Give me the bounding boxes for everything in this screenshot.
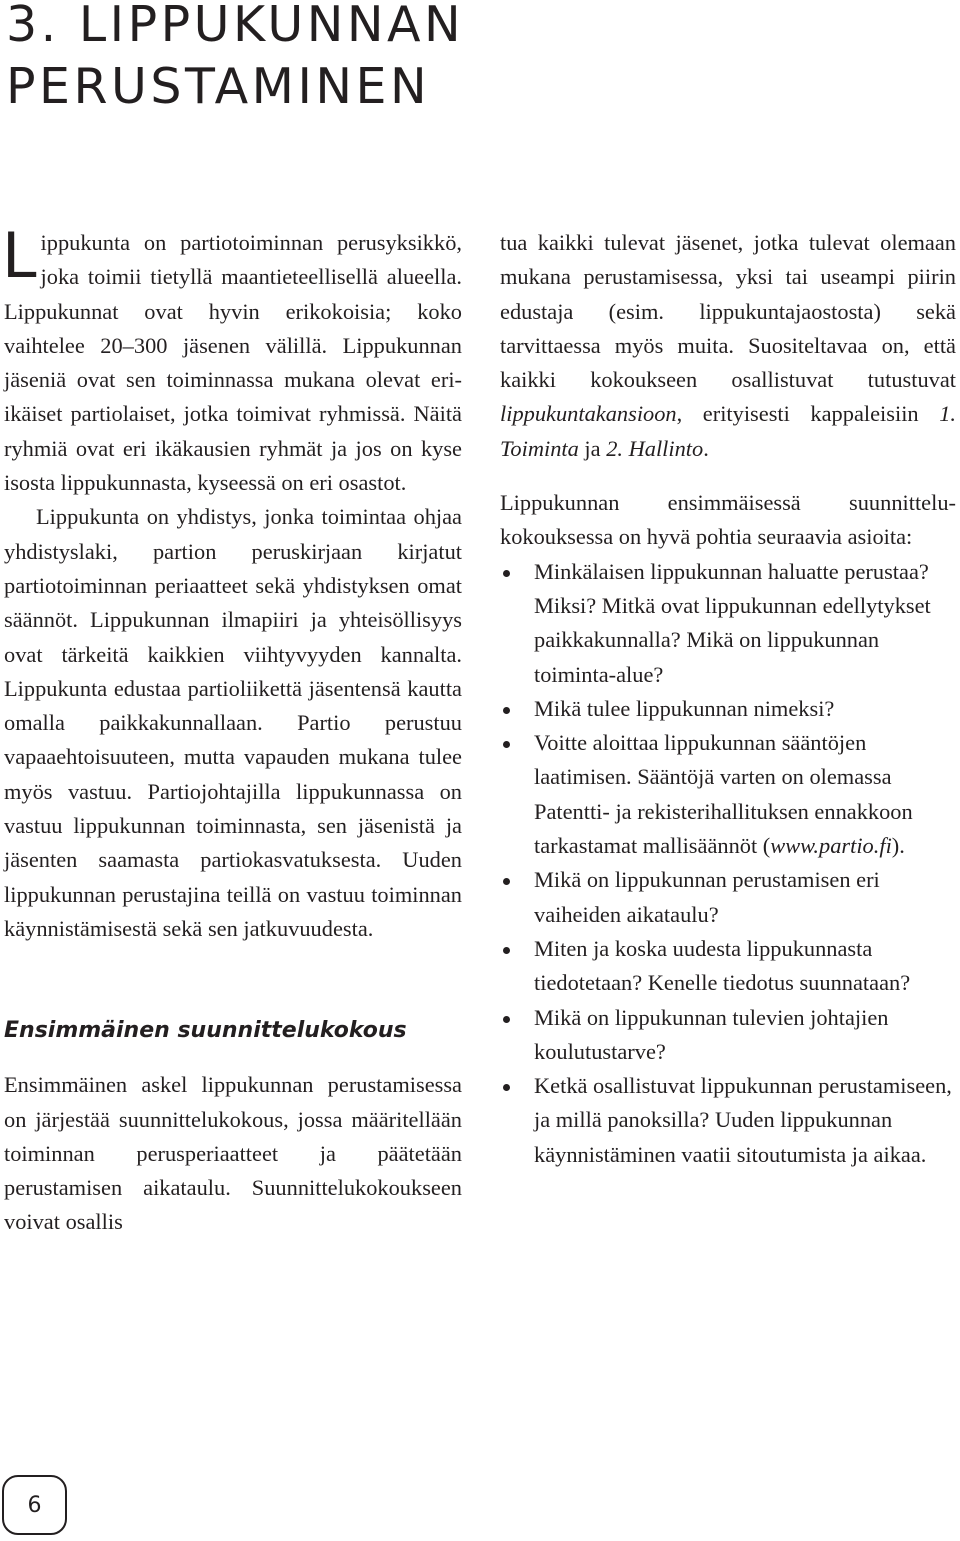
questions-intro: Lippukunnan ensimmäisessä suunnittelukokouksessa on hyvä pohtia seuraavia asioita: — [500, 490, 956, 550]
list-item-text: Miten ja koska uudesta lippukunnasta tiedotetaan? Kenelle tiedotus suunnataan? — [534, 935, 911, 996]
list-item — [500, 692, 956, 726]
bullet-icon — [503, 947, 510, 954]
chapter-reference-2: 2. Hallinto — [606, 435, 704, 461]
continued-text-3: ja — [578, 435, 607, 461]
right-column — [500, 226, 956, 1172]
intro-paragraph — [2, 219, 462, 500]
list-item-text: Mikä tulee lippukunnan nimeksi? — [534, 695, 835, 721]
continued-text-1: tua kaikki tulevat jäsenet, jotka tulevat olemaan mukana perustamisessa, yksi tai useampi piirin edustaja (esim. lippukuntajaostosta) sekä tarvittaessa myös muita. Suositeltavaa on, että kaikki kokoukseen osallistuvat tutustuvat — [500, 230, 956, 393]
bullet-icon — [503, 741, 510, 748]
binder-reference: lippukuntakansioon — [500, 401, 677, 427]
website-reference: www.partio.fi — [770, 833, 892, 859]
bullet-icon — [503, 878, 510, 885]
continued-paragraph — [500, 226, 956, 466]
list-item-text: Mikä on lippukunnan tulevien johtajien koulutustarve? — [534, 1004, 889, 1064]
section-subheading: Ensimmäinen suunnittelukokous — [4, 1018, 407, 1044]
chapter-reference-1: 1. Toiminta — [500, 401, 956, 461]
list-item — [500, 1001, 956, 1070]
bullet-icon — [503, 1016, 510, 1023]
list-item — [500, 932, 956, 1001]
list-item-text: Mikä on lippukunnan perustamisen eri vaiheiden aikataulu? — [534, 867, 880, 927]
list-item — [500, 726, 956, 863]
continued-text-4: . — [703, 435, 709, 461]
subheading-spacer — [4, 1048, 462, 1068]
section-spacer — [4, 946, 462, 980]
body-paragraph-3: Ensimmäinen askel lippukunnan perustamisessa on järjestää suunnittelukokous, jossa määritellään toiminnan perusperiaatteet ja päätetään perustamisen aikataulu. Suunnittelukokoukseen voivat osallis — [4, 1072, 462, 1235]
section-spacer — [4, 980, 462, 1014]
question-list — [500, 555, 956, 1172]
list-item-text: Minkälaisen lippukunnan haluatte perustaa? Miksi? Mitkä ovat lippukunnan edellytykset paikkakunnalla? Mikä on lippukunnan toiminta-alue? — [534, 558, 931, 687]
page-number-badge — [2, 1475, 67, 1535]
list-item — [500, 555, 956, 692]
bullet-icon — [503, 1084, 510, 1091]
drop-cap: L — [2, 219, 37, 292]
chapter-title — [6, 0, 464, 118]
bullet-icon — [503, 707, 510, 714]
list-item-text: Ketkä osallistuvat lippukunnan perustamiseen, ja millä panoksilla? Uuden lippukunnan käynnistäminen vaatii sitoutumista ja aikaa. — [534, 1073, 952, 1167]
list-item-text-end: ). — [891, 833, 905, 859]
page-number: 6 — [27, 1492, 42, 1518]
chapter-title-line-1: 3. LIPPUKUNNAN — [6, 0, 465, 53]
paragraph-spacer — [500, 466, 956, 486]
list-item-text: Voitte aloittaa lippukunnan sääntöjen laatimisen. Sääntöjä varten on olemassa Patentti- ja rekisterihallituksen ennakkoon tarkastamat mallisäännöt ( — [534, 730, 913, 859]
continued-text-2: , erityisesti kappaleisiin — [676, 401, 940, 427]
list-item — [500, 863, 956, 932]
chapter-title-line-2: PERUSTAMINEN — [6, 58, 431, 115]
body-paragraph-2: Lippukunta on yhdistys, jonka toimintaa ohjaa yhdistyslaki, partion peruskirjaan kirjatut partiotoiminnan periaatteet sekä yhdistyksen omat säännöt. Lippukunnan ilmapiiri ja yhteisöllisyys ovat tärkeitä kaikkien viihtyvyyden kannalta. Lippukunta edustaa partioliikettä jäsentensä kautta omalla paikkakunnallaan. Partio perustuu vapaaehtoisuuteen, mutta vapauden mukana tulee myös vastuu. Partiojohtajilla lippukunnassa on vastuu lippukunnan toiminnasta, sen jäsenistä ja jäsenten saamasta partiokasvatuksesta. Uuden lippukunnan perustajina teillä on vastuu toiminnan käynnistämisestä sekä sen jatkuvuudesta. — [4, 504, 462, 941]
intro-text: ippukunta on partiotoiminnan perusyksikkö, joka toimii tietyllä maantieteellisellä alueella. Lippukunnat ovat hyvin erikokoisia; koko vaihtelee 20–300 jäsenen välillä. Lippukunnan jäseniä ovat sen toiminnassa mukana olevat eri-ikäiset partiolaiset, jotka toimivat ryhmissä. Näitä ryhmiä ovat eri ikäkausien ryhmät ja jos on kyse isosta lippukunnasta, kyseessä on eri osastot. — [4, 230, 462, 496]
left-column — [2, 219, 462, 1240]
bullet-icon — [503, 570, 510, 577]
list-item — [500, 1069, 956, 1172]
